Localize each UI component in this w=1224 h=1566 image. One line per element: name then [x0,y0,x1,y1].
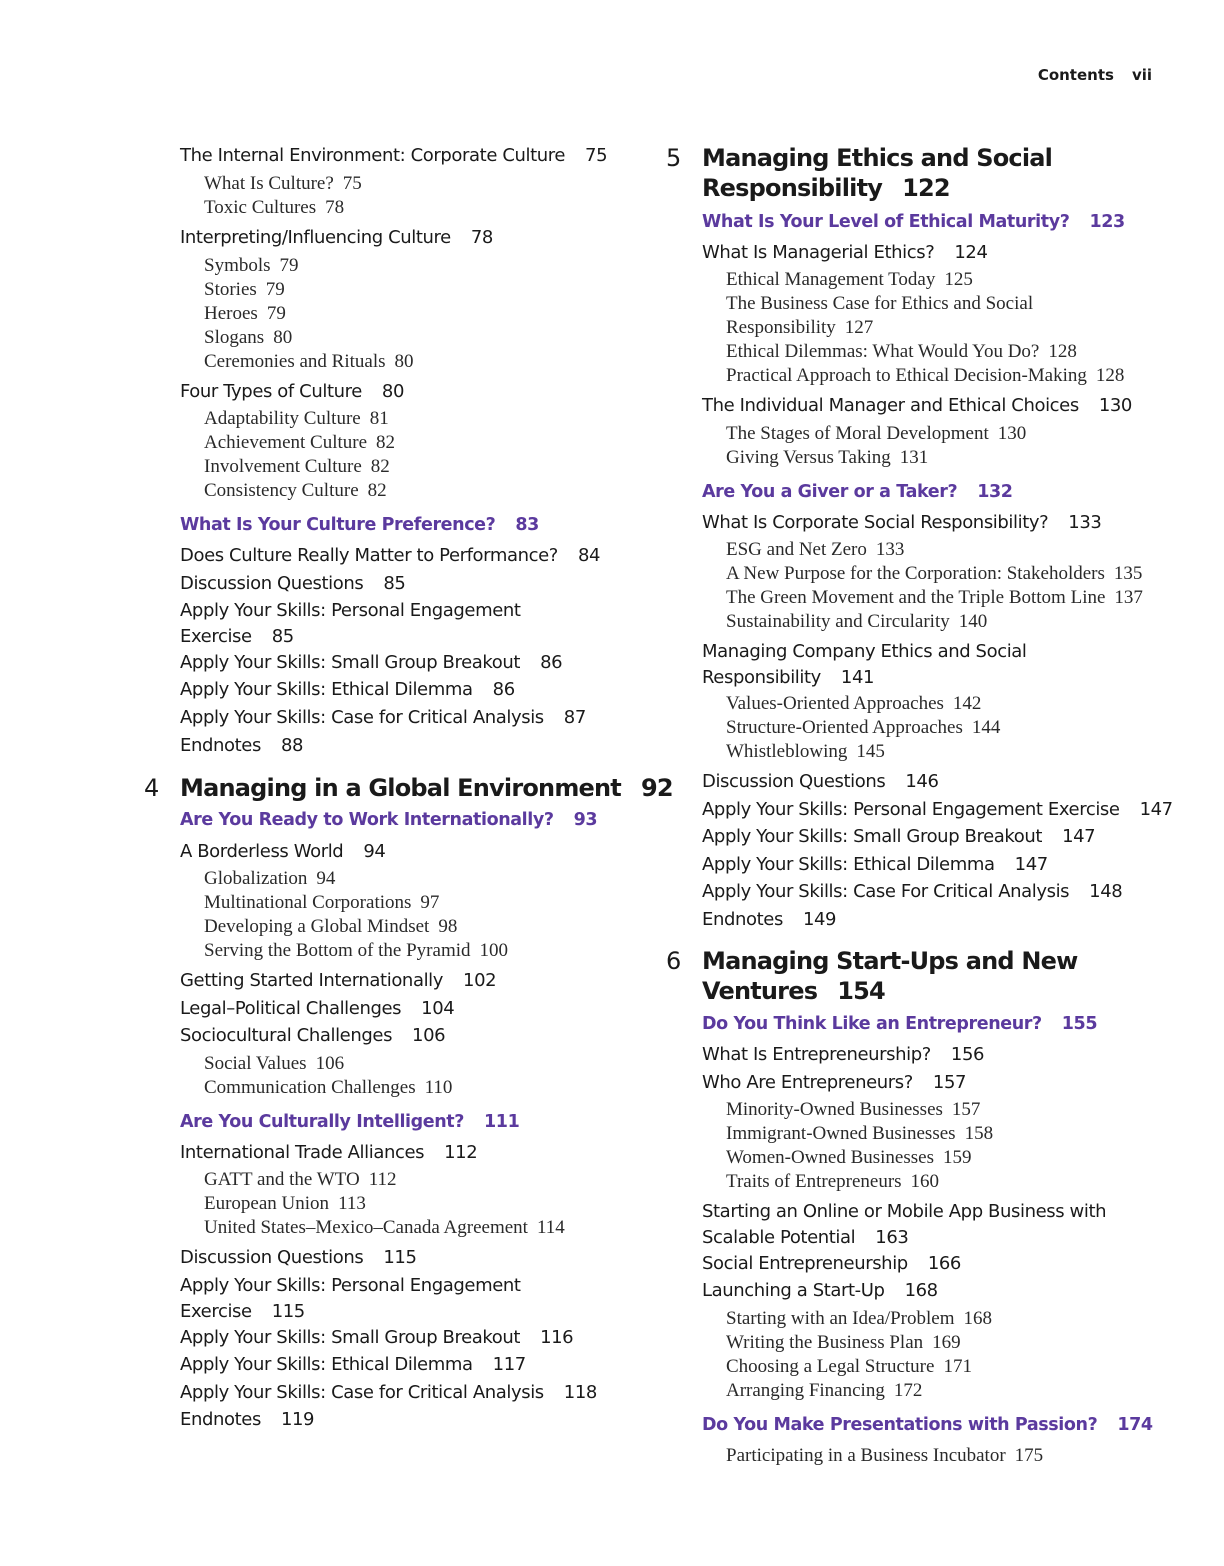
entry-page-number: 78 [325,197,345,218]
entry-title: Stories [204,279,257,300]
toc-subentry-values-oriented-approaches[interactable] [726,692,981,716]
entry-page-number: 132 [977,482,1013,502]
entry-title-continued: Responsibility [702,174,883,202]
entry-page-number: 144 [971,717,1001,738]
toc-heading-legal-political-challenges[interactable] [180,996,454,1022]
entry-title: What Is Corporate Social Responsibility? [702,512,1049,533]
toc-subentry-giving-versus-taking[interactable] [726,446,928,470]
entry-title: Participating in a Business Incubator [726,1445,1006,1466]
toc-heading-interpreting-influencing-culture[interactable] [180,225,493,251]
toc-subentry-achievement-culture[interactable] [204,431,395,455]
entry-title: Symbols [204,255,271,276]
entry-page-number: 174 [1117,1415,1153,1435]
entry-title: Managing Ethics and Social [702,144,1053,172]
entry-page-number: 86 [492,679,515,700]
toc-subentry-starting-with-an-idea-problem[interactable] [726,1307,992,1331]
toc-heading-what-is-corporate-social-responsibility[interactable] [702,510,1101,536]
entry-page-number: 82 [376,432,396,453]
toc-subentry-choosing-a-legal-structure[interactable] [726,1355,972,1379]
page-number: vii [1131,66,1152,84]
toc-subentry-globalization[interactable] [204,867,335,891]
entry-title: Apply Your Skills: Personal Engagement Exercise [702,799,1120,820]
entry-title: Adaptability Culture [204,408,361,429]
entry-title: A New Purpose for the Corporation: Stakeholders [726,563,1105,584]
toc-subentry-writing-the-business-plan[interactable] [726,1331,961,1355]
running-header [1038,66,1152,84]
self-assessment-link-are-you-ready-to-work-internationally[interactable] [180,807,597,833]
toc-subentry-the-business-case-for-ethics-and-social[interactable] [726,292,1033,340]
entry-title: Sustainability and Circularity [726,611,950,632]
entry-page-number: 102 [463,970,497,991]
entry-page-number: 116 [540,1327,574,1348]
entry-title: Apply Your Skills: Ethical Dilemma [180,1354,473,1375]
toc-subentry-involvement-culture[interactable] [204,455,390,479]
entry-page-number: 146 [905,771,939,792]
entry-title: Four Types of Culture [180,381,362,402]
toc-subentry-the-stages-of-moral-development[interactable] [726,422,1026,446]
entry-title: Globalization [204,868,308,889]
entry-title: Ethical Management Today [726,269,936,290]
entry-title: GATT and the WTO [204,1169,360,1190]
entry-page-number: 124 [954,242,988,263]
entry-title: The Individual Manager and Ethical Choices [702,395,1079,416]
entry-page-number: 117 [492,1354,526,1375]
toc-heading-discussion-questions[interactable] [702,769,939,795]
entry-page-number: 148 [1089,881,1123,902]
entry-title: Do You Make Presentations with Passion? [702,1415,1098,1435]
toc-subentry-women-owned-businesses[interactable] [726,1146,971,1170]
entry-title: What Is Managerial Ethics? [702,242,935,263]
entry-title-continued: Responsibility [702,667,821,688]
toc-subentry-social-values[interactable] [204,1052,344,1076]
entry-title: The Stages of Moral Development [726,423,989,444]
entry-page-number: 112 [368,1169,397,1190]
toc-subentry-a-new-purpose-for-the-corporation-stakeh[interactable] [726,562,1142,586]
entry-page-number: 135 [1113,563,1143,584]
entry-page-number: 133 [875,539,905,560]
entry-page-number: 94 [363,841,386,862]
entry-page-number: 131 [899,447,929,468]
entry-page-number: 169 [932,1332,961,1353]
entry-page-number: 145 [856,741,885,762]
toc-subentry-stories[interactable] [204,278,285,302]
entry-page-number: 130 [997,423,1027,444]
entry-title: Discussion Questions [702,771,886,792]
self-assessment-link-are-you-culturally-intelligent[interactable] [180,1109,519,1135]
entry-title: What Is Your Level of Ethical Maturity? [702,212,1070,232]
toc-subentry-multinational-corporations[interactable] [204,891,439,915]
entry-page-number: 141 [840,667,875,688]
chapter-number: 6 [666,947,682,975]
toc-subentry-immigrant-owned-businesses[interactable] [726,1122,993,1146]
toc-subentry-united-states-mexico-canada-agreement[interactable] [204,1216,565,1240]
entry-title: ESG and Net Zero [726,539,867,560]
toc-subentry-heroes[interactable] [204,302,286,326]
toc-subentry-serving-the-bottom-of-the-pyramid[interactable] [204,939,508,963]
entry-title: Consistency Culture [204,480,359,501]
entry-page-number: 147 [1014,854,1048,875]
toc-heading-four-types-of-culture[interactable] [180,379,404,405]
entry-page-number: 166 [927,1253,961,1274]
entry-page-number: 155 [1061,1014,1098,1034]
entry-title-continued: Exercise [180,1301,252,1322]
entry-title: Sociocultural Challenges [180,1025,393,1046]
toc-subentry-consistency-culture[interactable] [204,479,387,503]
toc-subentry-practical-approach-to-ethical-decision-m[interactable] [726,364,1124,388]
entry-title: Managing Company Ethics and Social [702,641,1027,662]
entry-page-number: 171 [943,1356,972,1377]
toc-subentry-what-is-culture[interactable] [204,172,362,196]
toc-subentry-ethical-management-today[interactable] [726,268,973,292]
entry-page-number: 80 [273,327,293,348]
entry-title: Discussion Questions [180,573,364,594]
entry-title: Legal–Political Challenges [180,998,402,1019]
toc-heading-who-are-entrepreneurs[interactable] [702,1070,966,1096]
entry-page-number: 118 [563,1382,597,1403]
entry-page-number: 114 [536,1217,565,1238]
entry-page-number: 93 [573,810,598,830]
toc-heading-apply-your-skills-small-group-breakout[interactable] [702,824,1095,850]
toc-heading-managing-company-ethics-and-social[interactable] [702,639,1027,691]
entry-page-number: 97 [420,892,440,913]
toc-subentry-minority-owned-businesses[interactable] [726,1098,980,1122]
entry-title: Involvement Culture [204,456,362,477]
toc-heading-apply-your-skills-ethical-dilemma[interactable] [180,1352,526,1378]
entry-title: Structure-Oriented Approaches [726,717,963,738]
entry-page-number: 111 [484,1112,520,1132]
toc-heading-getting-started-internationally[interactable] [180,968,496,994]
chapter-title-managing-in-a-global-environment[interactable] [180,773,673,803]
entry-title: Multinational Corporations [204,892,412,913]
entry-page-number: 106 [412,1025,446,1046]
running-header-label: Contents [1037,66,1114,84]
entry-title: Managing in a Global Environment [180,774,621,802]
entry-title: Women-Owned Businesses [726,1147,934,1168]
entry-page-number: 123 [1089,212,1125,232]
entry-title: International Trade Alliances [180,1142,425,1163]
entry-title: The Internal Environment: Corporate Culture [180,145,566,166]
entry-page-number: 94 [316,868,336,889]
entry-page-number: 88 [280,735,304,756]
entry-page-number: 140 [958,611,988,632]
entry-page-number: 85 [383,573,406,594]
entry-title: Apply Your Skills: Case for Critical Analysis [180,707,544,728]
entry-page-number: 175 [1014,1445,1044,1466]
entry-page-number: 157 [951,1099,981,1120]
entry-page-number: 79 [266,303,286,324]
toc-heading-apply-your-skills-small-group-breakout[interactable] [180,650,562,676]
entry-page-number: 147 [1139,799,1173,820]
entry-page-number: 119 [280,1409,315,1430]
toc-heading-apply-your-skills-small-group-breakout[interactable] [180,1325,573,1351]
entry-page-number: 104 [421,998,455,1019]
entry-page-number: 125 [944,269,973,290]
entry-page-number: 84 [577,545,601,566]
toc-heading-starting-an-online-or-mobile-app-busines[interactable] [702,1199,1106,1251]
entry-title: The Green Movement and the Triple Bottom Line [726,587,1106,608]
toc-subentry-participating-in-a-business-incubator[interactable] [726,1444,1043,1468]
entry-title: Apply Your Skills: Case For Critical Analysis [702,881,1070,902]
toc-subentry-european-union[interactable] [204,1192,366,1216]
toc-heading-does-culture-really-matter-to-performanc[interactable] [180,543,600,569]
entry-page-number: 98 [438,916,458,937]
toc-subentry-communication-challenges[interactable] [204,1076,452,1100]
entry-page-number: 100 [479,940,509,961]
toc-heading-apply-your-skills-ethical-dilemma[interactable] [180,677,515,703]
entry-title: Whistleblowing [726,741,848,762]
entry-title: United States–Mexico–Canada Agreement [204,1217,528,1238]
entry-page-number: 75 [585,145,608,166]
entry-title: Apply Your Skills: Ethical Dilemma [180,679,473,700]
entry-title: Arranging Financing [726,1380,885,1401]
toc-subentry-ceremonies-and-rituals[interactable] [204,350,414,374]
entry-page-number: 149 [802,909,837,930]
entry-title: Apply Your Skills: Small Group Breakout [180,1327,521,1348]
entry-page-number: 156 [950,1044,985,1065]
entry-page-number: 122 [902,174,950,202]
entry-title: Ceremonies and Rituals [204,351,386,372]
entry-page-number: 80 [394,351,414,372]
toc-heading-launching-a-start-up[interactable] [702,1278,938,1304]
entry-page-number: 172 [893,1380,923,1401]
entry-title: What Is Culture? [204,173,334,194]
toc-subentry-toxic-cultures[interactable] [204,196,344,220]
chapter-title-managing-start-ups-and-new[interactable] [702,946,1077,1006]
toc-heading-discussion-questions[interactable] [180,571,405,597]
entry-title: Apply Your Skills: Small Group Breakout [180,652,521,673]
entry-title: Are You Ready to Work Internationally? [180,810,554,830]
entry-title: Ethical Dilemmas: What Would You Do? [726,341,1040,362]
toc-subentry-the-green-movement-and-the-triple-bottom[interactable] [726,586,1143,610]
toc-heading-apply-your-skills-personal-engagement-ex[interactable] [702,797,1173,823]
entry-title: What Is Your Culture Preference? [180,515,496,535]
entry-title: Apply Your Skills: Personal Engagement [180,600,521,621]
entry-title: Who Are Entrepreneurs? [702,1072,913,1093]
toc-subentry-structure-oriented-approaches[interactable] [726,716,1000,740]
toc-heading-apply-your-skills-case-for-critical-anal[interactable] [702,879,1122,905]
self-assessment-link-do-you-make-presentations-with-passion[interactable] [702,1412,1153,1438]
toc-heading-social-entrepreneurship[interactable] [702,1251,961,1277]
entry-page-number: 83 [515,515,539,535]
entry-title-continued: Ventures [702,977,818,1005]
entry-title: Endnotes [702,909,783,930]
entry-title: Minority-Owned Businesses [726,1099,943,1120]
entry-title: Traits of Entrepreneurs [726,1171,902,1192]
entry-page-number: 79 [279,255,299,276]
self-assessment-link-what-is-your-level-of-ethical-maturity[interactable] [702,209,1125,235]
entry-title: Apply Your Skills: Ethical Dilemma [702,854,995,875]
entry-title-continued: Responsibility [726,317,836,338]
entry-title: Giving Versus Taking [726,447,891,468]
entry-title-continued: Scalable Potential [702,1227,856,1248]
entry-title: Practical Approach to Ethical Decision-Making [726,365,1087,386]
entry-page-number: 157 [932,1072,967,1093]
entry-title: Choosing a Legal Structure [726,1356,935,1377]
toc-heading-apply-your-skills-personal-engagement[interactable] [180,598,521,650]
entry-page-number: 168 [963,1308,992,1329]
entry-page-number: 86 [540,652,563,673]
self-assessment-link-are-you-a-giver-or-a-taker[interactable] [702,479,1013,505]
toc-subentry-developing-a-global-mindset[interactable] [204,915,457,939]
entry-title: A Borderless World [180,841,344,862]
entry-page-number: 115 [271,1301,305,1322]
entry-title: Does Culture Really Matter to Performance? [180,545,558,566]
toc-heading-endnotes[interactable] [702,907,836,933]
entry-title: Managing Start-Ups and New [702,947,1078,975]
toc-heading-the-internal-environment-corporate-cultu[interactable] [180,143,607,169]
entry-title: Do You Think Like an Entrepreneur? [702,1014,1042,1034]
entry-title: Social Entrepreneurship [702,1253,908,1274]
entry-page-number: 133 [1068,512,1102,533]
chapter-title-managing-ethics-and-social[interactable] [702,143,1052,203]
toc-heading-apply-your-skills-personal-engagement[interactable] [180,1273,521,1325]
entry-page-number: 81 [369,408,389,429]
toc-subentry-esg-and-net-zero[interactable] [726,538,904,562]
toc-subentry-gatt-and-the-wto[interactable] [204,1168,396,1192]
entry-title: Interpreting/Influencing Culture [180,227,451,248]
chapter-number: 5 [666,144,682,172]
toc-heading-endnotes[interactable] [180,1407,314,1433]
entry-title: Are You a Giver or a Taker? [702,482,958,502]
entry-title: Achievement Culture [204,432,368,453]
entry-title: Slogans [204,327,265,348]
entry-title: Writing the Business Plan [726,1332,924,1353]
toc-subentry-whistleblowing[interactable] [726,740,885,764]
self-assessment-link-what-is-your-culture-preference[interactable] [180,512,539,538]
entry-title: Apply Your Skills: Personal Engagement [180,1275,521,1296]
toc-heading-the-individual-manager-and-ethical-choic[interactable] [702,393,1132,419]
entry-page-number: 147 [1062,826,1096,847]
entry-page-number: 106 [315,1053,345,1074]
chapter-number: 4 [144,774,160,802]
entry-page-number: 128 [1095,365,1125,386]
entry-page-number: 87 [563,707,586,728]
toc-heading-what-is-entrepreneurship[interactable] [702,1042,984,1068]
entry-page-number: 128 [1048,341,1077,362]
entry-page-number: 113 [338,1193,366,1214]
entry-title: Apply Your Skills: Case for Critical Analysis [180,1382,544,1403]
self-assessment-link-do-you-think-like-an-entrepreneur[interactable] [702,1011,1097,1037]
toc-heading-sociocultural-challenges[interactable] [180,1023,445,1049]
toc-subentry-symbols[interactable] [204,254,299,278]
entry-title: European Union [204,1193,330,1214]
entry-title-continued: Exercise [180,626,252,647]
entry-page-number: 163 [875,1227,909,1248]
toc-subentry-arranging-financing[interactable] [726,1379,922,1403]
entry-title: The Business Case for Ethics and Social [726,293,1034,314]
entry-title: Immigrant-Owned Businesses [726,1123,956,1144]
entry-page-number: 168 [904,1280,938,1301]
entry-title: Communication Challenges [204,1077,416,1098]
entry-title: Are You Culturally Intelligent? [180,1112,465,1132]
entry-page-number: 112 [444,1142,478,1163]
entry-page-number: 142 [952,693,982,714]
toc-heading-endnotes[interactable] [180,733,303,759]
entry-title: Starting with an Idea/Problem [726,1308,955,1329]
entry-page-number: 82 [367,480,387,501]
toc-heading-a-borderless-world[interactable] [180,839,385,865]
entry-page-number: 92 [640,774,673,802]
entry-page-number: 110 [424,1077,453,1098]
toc-subentry-traits-of-entrepreneurs[interactable] [726,1170,939,1194]
entry-title: What Is Entrepreneurship? [702,1044,931,1065]
toc-heading-apply-your-skills-ethical-dilemma[interactable] [702,852,1048,878]
toc-heading-apply-your-skills-case-for-critical-anal[interactable] [180,1380,597,1406]
toc-heading-what-is-managerial-ethics[interactable] [702,240,988,266]
entry-title: Endnotes [180,1409,261,1430]
entry-page-number: 159 [942,1147,972,1168]
entry-title: Heroes [204,303,258,324]
entry-title: Developing a Global Mindset [204,916,430,937]
entry-page-number: 75 [342,173,362,194]
toc-heading-international-trade-alliances[interactable] [180,1140,477,1166]
toc-subentry-sustainability-and-circularity[interactable] [726,610,987,634]
entry-page-number: 82 [370,456,390,477]
entry-title: Starting an Online or Mobile App Business with [702,1201,1107,1222]
entry-page-number: 85 [271,626,294,647]
entry-page-number: 137 [1114,587,1143,608]
toc-heading-discussion-questions[interactable] [180,1245,417,1271]
entry-title: Social Values [204,1053,307,1074]
toc-heading-apply-your-skills-case-for-critical-anal[interactable] [180,705,586,731]
entry-title: Discussion Questions [180,1247,364,1268]
entry-page-number: 115 [383,1247,417,1268]
entry-page-number: 127 [844,317,874,338]
entry-title: Toxic Cultures [204,197,317,218]
entry-page-number: 80 [381,381,405,402]
entry-title: Getting Started Internationally [180,970,444,991]
entry-page-number: 160 [910,1171,940,1192]
entry-page-number: 130 [1098,395,1132,416]
entry-page-number: 79 [265,279,285,300]
entry-title: Endnotes [180,735,261,756]
entry-title: Serving the Bottom of the Pyramid [204,940,471,961]
entry-title: Apply Your Skills: Small Group Breakout [702,826,1043,847]
entry-page-number: 78 [470,227,493,248]
entry-title: Launching a Start-Up [702,1280,885,1301]
entry-title: Values-Oriented Approaches [726,693,944,714]
toc-subentry-adaptability-culture[interactable] [204,407,389,431]
toc-subentry-slogans[interactable] [204,326,292,350]
toc-subentry-ethical-dilemmas-what-would-you-do[interactable] [726,340,1077,364]
entry-page-number: 154 [837,977,885,1005]
entry-page-number: 158 [964,1123,994,1144]
